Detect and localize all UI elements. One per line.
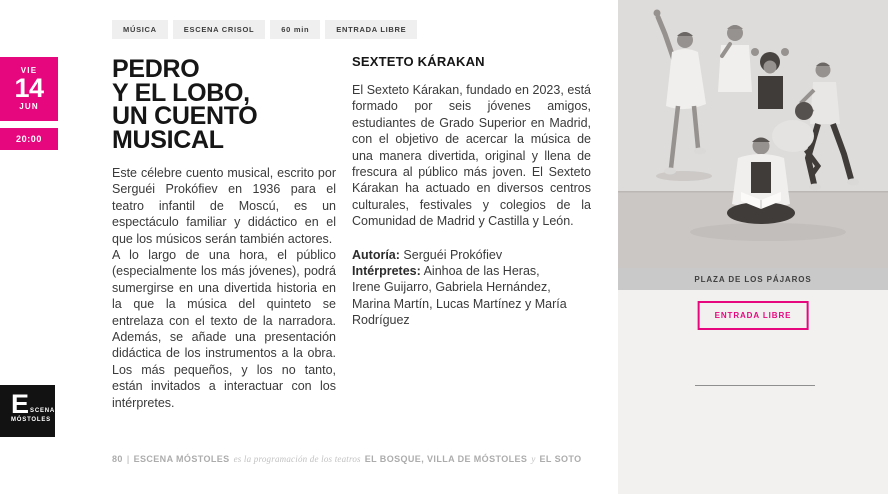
panel-divider <box>695 385 815 386</box>
footer-brand: ESCENA MÓSTOLES <box>133 454 230 464</box>
performers-photo <box>618 0 888 268</box>
event-title-line: MUSICAL <box>112 125 224 154</box>
credit-label: Autoría: <box>352 247 400 262</box>
tag-program: ESCENA CRISOL <box>173 20 266 39</box>
credit-performers <box>352 263 570 329</box>
venue-caption: PLAZA DE LOS PÁJAROS <box>694 274 812 284</box>
company-name: SEXTETO KÁRAKAN <box>352 54 485 69</box>
logo-initial: E <box>11 389 30 419</box>
footer-tagline: es la programación de los teatros <box>233 454 361 464</box>
credits-block <box>352 247 570 329</box>
date-block <box>0 57 58 121</box>
footer-venues-2: EL SOTO <box>539 454 582 464</box>
company-description: El Sexteto Kárakan, fundado en 2023, está formado por seis jóvenes amigos, estudiantes de Grado Superior en Madrid, con el objetivo de acercar la música de una manera divertida, original y llena de frescura al público más joven. El Sexteto Kárakan ha actuado en diversos centros culturales, festivales y colegios de la Comunidad de Madrid y Castilla y León. <box>352 83 591 229</box>
logo-row <box>11 389 56 419</box>
logo-line2: MÓSTOLES <box>11 417 51 423</box>
event-time: 20:00 <box>0 128 58 150</box>
event-title-line: Y EL LOBO, <box>112 78 250 107</box>
footer <box>112 454 582 464</box>
event-title-line: UN CUENTO <box>112 102 258 130</box>
date-day-name: VIE <box>20 66 38 75</box>
tag-row <box>112 20 417 39</box>
credit-label: Intérpretes: <box>352 264 421 279</box>
event-description-paragraph: A lo largo de una hora, el público (especialmente los más jóvenes), podrá sumergirse en una divertida historia en la que la música del quinteto se entrelaza con el texto de la narradora. Además, se añade una presentación didáctica de los instrumentos a la obra. Los más pequeños, y los no tanto, están invitados a interactuar con los intérpretes. <box>112 248 336 410</box>
event-description-paragraph: Este célebre cuento musical, escrito por Serguéi Prokófiev en 1936 para el teatro infantil de Moscú, es un espectáculo familiar y didáctico en el que los músicos serán también actores. <box>112 166 336 246</box>
media-panel <box>618 0 888 494</box>
tag-duration: 60 min <box>270 20 320 39</box>
event-title <box>112 55 258 154</box>
credit-authorship <box>352 247 570 263</box>
credit-value: Serguéi Prokófiev <box>403 247 503 262</box>
logo-line1: SCENA <box>30 408 56 414</box>
free-entry-button[interactable]: ENTRADA LIBRE <box>698 301 809 330</box>
credit-value: Ainhoa de las Heras, Irene Guijarro, Gabriela Hernández, Marina Martín, Lucas Martínez y María Rodríguez <box>352 264 567 328</box>
tag-admission: ENTRADA LIBRE <box>325 20 417 39</box>
footer-venues-1: EL BOSQUE, VILLA DE MÓSTOLES <box>364 454 528 464</box>
date-day-number: 14 <box>14 73 44 103</box>
company-column <box>352 54 591 329</box>
event-title-line: PEDRO <box>112 55 200 83</box>
date-month: JUN <box>19 102 39 111</box>
event-description <box>112 165 336 411</box>
date-badge <box>0 57 58 150</box>
page-number: 80 <box>112 454 123 464</box>
footer-separator: | <box>126 454 130 464</box>
photo-caption-bar <box>618 268 888 290</box>
tag-genre: MÚSICA <box>112 20 168 39</box>
footer-conjunction: y <box>531 454 536 464</box>
escena-mostoles-logo <box>0 385 55 437</box>
